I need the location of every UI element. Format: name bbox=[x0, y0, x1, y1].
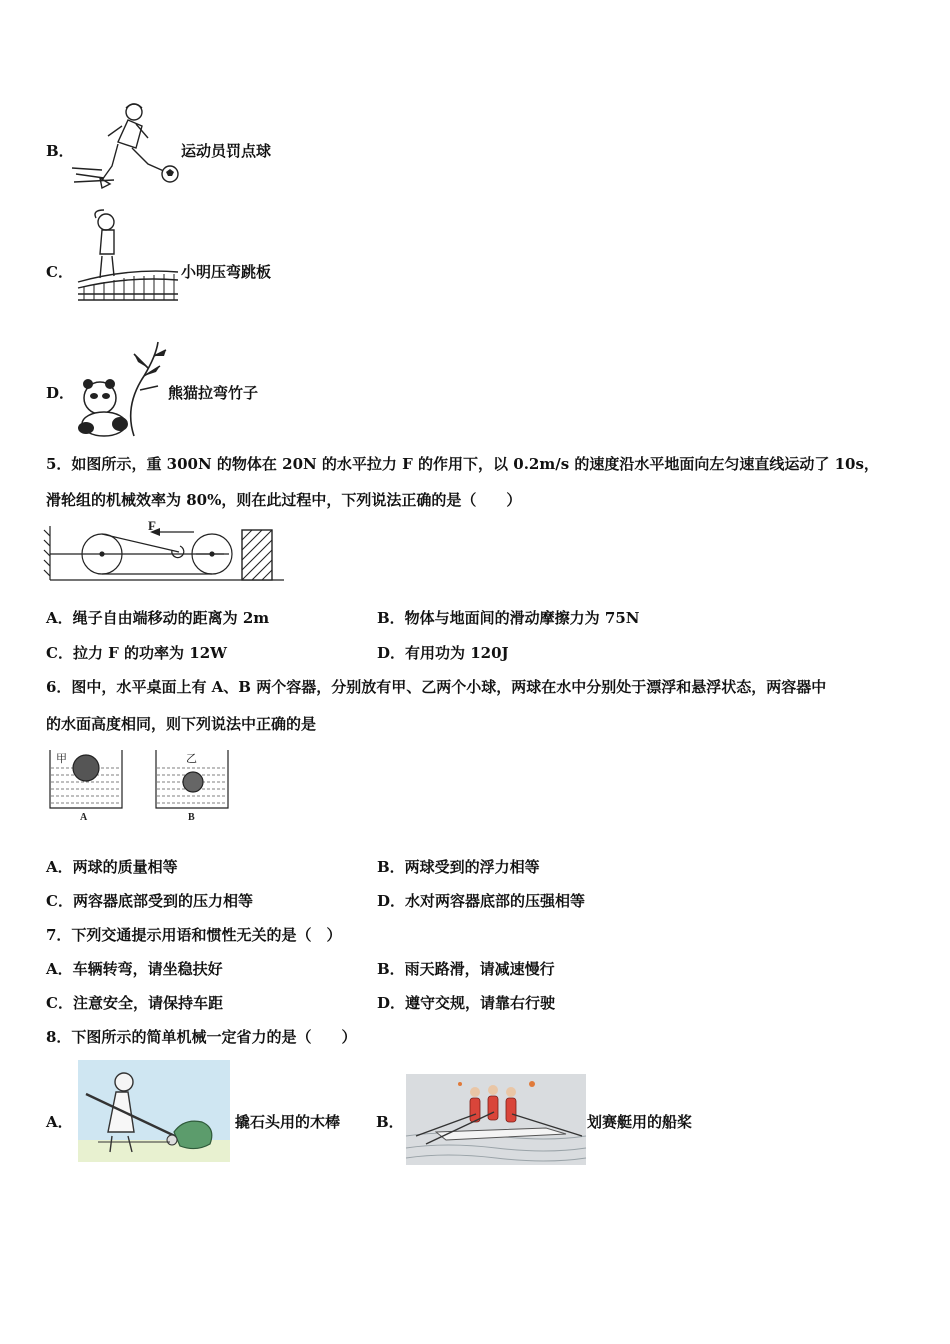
soccer-kick-illustration bbox=[70, 100, 185, 195]
question-5-stem-line1: 5．如图所示，重 300N 的物体在 20N 的水平拉力 F 的作用下，以 0.2m/s 的速度沿水平地面向左匀速直线运动了 10s， bbox=[46, 455, 879, 473]
ball-b-label: 乙 bbox=[186, 752, 197, 765]
option-5d: D．有用功为 120J bbox=[377, 644, 509, 662]
container-b-label: B bbox=[188, 812, 195, 823]
ball-a bbox=[73, 755, 99, 781]
option-caption-4c: 小明压弯跳板 bbox=[181, 263, 272, 281]
lever-rock-illustration bbox=[78, 1060, 230, 1162]
option-caption-4d: 熊猫拉弯竹子 bbox=[168, 384, 259, 402]
option-7a: A．车辆转弯，请坐稳扶好 bbox=[46, 960, 223, 978]
option-letter-8b: B． bbox=[376, 1113, 404, 1131]
question-6-stem-line2: 的水面高度相同，则下列说法中正确的是 bbox=[46, 715, 317, 733]
option-6b: B．两球受到的浮力相等 bbox=[377, 858, 540, 876]
option-5b: B．物体与地面间的滑动摩擦力为 75N bbox=[377, 609, 640, 627]
force-label: F bbox=[148, 518, 156, 533]
springboard-illustration bbox=[74, 208, 180, 308]
option-letter-4d: D． bbox=[46, 384, 75, 402]
pulley-system-figure bbox=[44, 518, 284, 584]
option-6c: C．两容器底部受到的压力相等 bbox=[46, 892, 253, 910]
option-caption-8b: 划赛艇用的船桨 bbox=[587, 1113, 693, 1131]
question-5-stem-line2: 滑轮组的机械效率为 80%，则在此过程中，下列说法正确的是（ ） bbox=[46, 491, 522, 509]
option-7b: B．雨天路滑，请减速慢行 bbox=[377, 960, 555, 978]
ball-b bbox=[183, 772, 203, 792]
option-letter-4b: B． bbox=[46, 142, 74, 160]
option-caption-4b: 运动员罚点球 bbox=[181, 142, 272, 160]
question-8-stem: 8．下图所示的简单机械一定省力的是（ ） bbox=[46, 1028, 357, 1046]
option-caption-8a: 撬石头用的木棒 bbox=[235, 1113, 341, 1131]
option-letter-8a: A． bbox=[46, 1113, 73, 1131]
question-7-stem: 7．下列交通提示用语和惯性无关的是（ ） bbox=[46, 926, 342, 944]
option-6a: A．两球的质量相等 bbox=[46, 858, 178, 876]
ball-a-label: 甲 bbox=[56, 752, 67, 765]
question-6-stem-line1: 6．图中，水平桌面上有 A、B 两个容器，分别放有甲、乙两个小球，两球在水中分别处于漂浮和悬浮状态，两容器中 bbox=[46, 678, 827, 696]
option-7c: C．注意安全，请保持车距 bbox=[46, 994, 223, 1012]
container-a-label: A bbox=[80, 812, 88, 823]
option-letter-4c: C． bbox=[46, 263, 73, 281]
rowing-boat-illustration bbox=[406, 1074, 586, 1165]
option-5a: A．绳子自由端移动的距离为 2m bbox=[46, 609, 270, 627]
panda-bamboo-illustration bbox=[74, 340, 169, 438]
containers-figure bbox=[46, 748, 236, 824]
option-5c: C．拉力 F 的功率为 12W bbox=[46, 644, 227, 662]
option-6d: D．水对两容器底部的压强相等 bbox=[377, 892, 586, 910]
option-7d: D．遵守交规，请靠右行驶 bbox=[377, 994, 556, 1012]
